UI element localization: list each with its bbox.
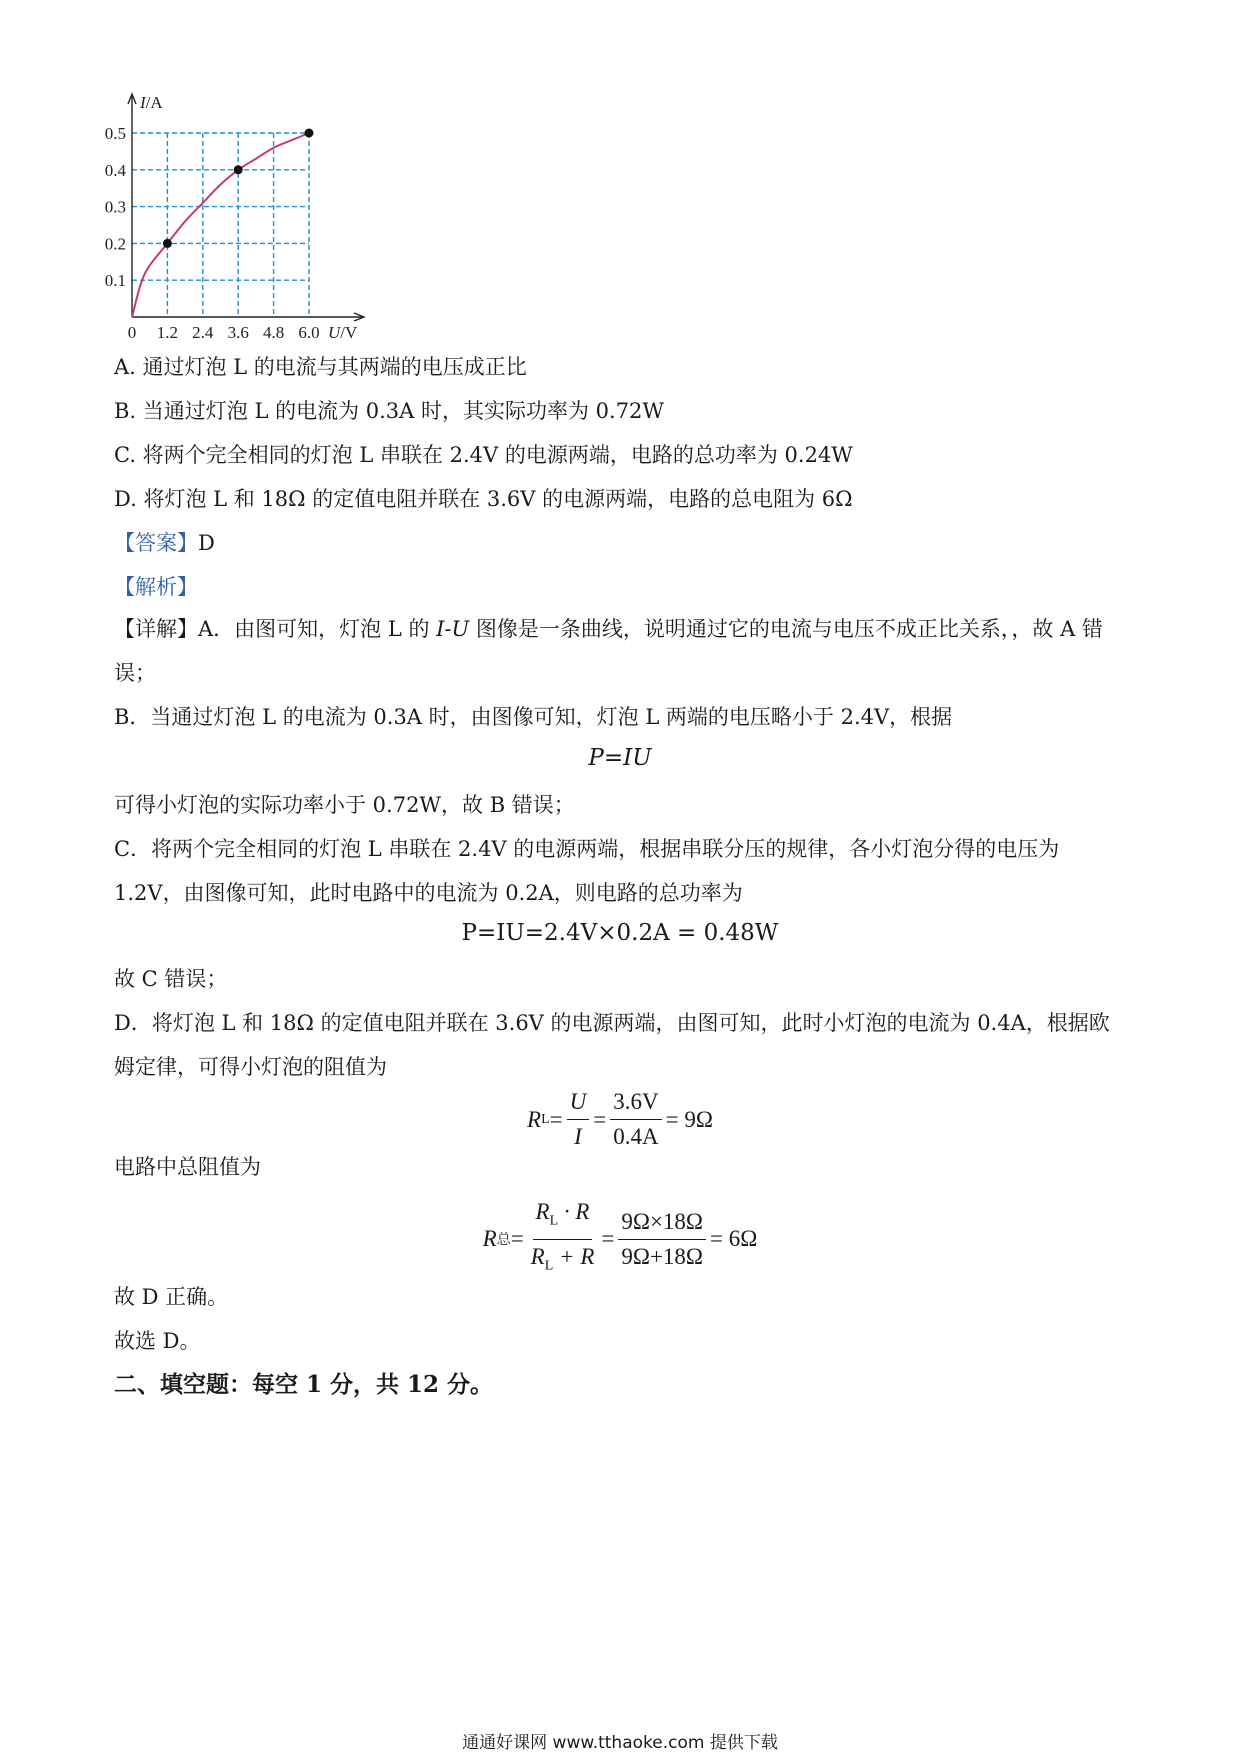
rl-lhs: R bbox=[527, 1106, 542, 1132]
rl-frac1-den: I bbox=[574, 1124, 582, 1149]
y-axis-unit: /A bbox=[145, 93, 163, 112]
x-tick-label-5: 6.0 bbox=[298, 323, 320, 342]
x-axis-label bbox=[328, 323, 358, 342]
rl-frac2-num: 3.6V bbox=[610, 1086, 661, 1120]
detail-b-line1: B．当通过灯泡 L 的电流为 0.3A 时，由图像可知，灯泡 L 两端的电压略小于 2.4V，根据 bbox=[114, 705, 953, 729]
chart-axes bbox=[128, 94, 364, 321]
y-tick-label-2: 0.3 bbox=[104, 197, 126, 217]
rt-lhs-sub: 总 bbox=[496, 1233, 511, 1249]
answer-value: D bbox=[198, 531, 215, 555]
rt-num-a-sub: L bbox=[549, 1213, 559, 1229]
y-tick-label-4: 0.5 bbox=[104, 124, 126, 143]
rl-frac1 bbox=[567, 1086, 590, 1153]
detail-a-iu: I-U bbox=[436, 617, 470, 641]
y-tick-label-3: 0.4 bbox=[104, 160, 126, 180]
detail-a-line1 bbox=[114, 614, 1103, 644]
x-axis-var: U bbox=[328, 323, 341, 342]
x-tick-label-3: 3.6 bbox=[227, 323, 249, 342]
section-2-heading: 二、填空题：每空 1 分，共 12 分。 bbox=[114, 1371, 494, 1398]
iu-curve-0 bbox=[132, 133, 309, 317]
rl-result: = 9Ω bbox=[665, 1106, 713, 1132]
x-tick-label-4: 4.8 bbox=[262, 323, 285, 342]
data-point-1 bbox=[234, 165, 243, 174]
data-point-2 bbox=[305, 129, 314, 138]
x-axis-unit: /V bbox=[340, 323, 358, 342]
detail-conclusion: 故选 D。 bbox=[114, 1329, 201, 1353]
analysis-line bbox=[114, 572, 198, 602]
detail-a-pre: A．由图可知，灯泡 L 的 bbox=[198, 617, 437, 641]
rl-frac2-den: 0.4A bbox=[613, 1124, 659, 1149]
y-tick-label-0: 0.1 bbox=[104, 271, 126, 291]
rt-den-b: + R bbox=[553, 1243, 595, 1269]
formula-rtotal bbox=[0, 1196, 1240, 1282]
rt-frac2-num: 9Ω×18Ω bbox=[618, 1206, 706, 1240]
rt-eq1: = bbox=[510, 1226, 524, 1252]
detail-d-line4: 故 D 正确。 bbox=[114, 1285, 229, 1309]
detail-c-line2: 1.2V，由图像可知，此时电路中的电流为 0.2A，则电路的总功率为 bbox=[114, 881, 743, 905]
chart-labels bbox=[105, 93, 358, 342]
rt-frac2-den: 9Ω+18Ω bbox=[621, 1243, 704, 1269]
rt-frac2 bbox=[618, 1206, 706, 1273]
rt-lhs: R bbox=[482, 1226, 497, 1252]
y-tick-label-1: 0.2 bbox=[104, 234, 126, 254]
detail-a-post: 图像是一条曲线，说明通过它的电流与电压不成正比关系，，故 A 错 bbox=[469, 617, 1103, 641]
rt-den-a: R bbox=[530, 1243, 545, 1269]
option-c: C. 将两个完全相同的灯泡 L 串联在 2.4V 的电源两端，电路的总功率为 0.24W bbox=[114, 443, 853, 467]
rl-frac1-num: U bbox=[567, 1086, 590, 1120]
option-a: A. 通过灯泡 L 的电流与其两端的电压成正比 bbox=[114, 355, 527, 379]
rl-lhs-sub: L bbox=[541, 1111, 550, 1127]
rl-frac2 bbox=[610, 1086, 661, 1153]
formula-b: P=IU bbox=[588, 745, 652, 771]
rt-eq2: = bbox=[601, 1226, 615, 1252]
detail-d-line2: 姆定律，可得小灯泡的阻值为 bbox=[114, 1055, 387, 1079]
formula-rl bbox=[0, 1086, 1240, 1153]
detail-c-line1: C．将两个完全相同的灯泡 L 串联在 2.4V 的电源两端，根据串联分压的规律，各小灯泡分得的电压为 bbox=[114, 837, 1060, 861]
chart-series bbox=[132, 129, 314, 318]
answer-line bbox=[114, 528, 215, 558]
chart-grid bbox=[132, 133, 309, 317]
rt-den-a-sub: L bbox=[544, 1258, 554, 1274]
rt-frac1 bbox=[528, 1196, 598, 1282]
y-axis-var: I bbox=[140, 93, 146, 112]
rt-num-b: · R bbox=[558, 1199, 590, 1224]
formula-c: P=IU=2.4V×0.2A = 0.48W bbox=[461, 920, 779, 946]
answer-tag: 【答案】 bbox=[114, 531, 198, 555]
y-axis-label bbox=[139, 93, 163, 112]
detail-c-line3: 故 C 错误； bbox=[114, 967, 228, 991]
detail-b-line2: 可得小灯泡的实际功率小于 0.72W，故 B 错误； bbox=[114, 793, 575, 817]
detail-a-line2: 误； bbox=[114, 661, 156, 685]
x-tick-label-2: 2.4 bbox=[192, 323, 214, 342]
detail-d-line1: D．将灯泡 L 和 18Ω 的定值电阻并联在 3.6V 的电源两端，由图可知，此时小灯泡的电流为 0.4A，根据欧 bbox=[114, 1011, 1110, 1035]
detail-d-line3: 电路中总阻值为 bbox=[114, 1155, 261, 1179]
footer: 通通好课网 www.tthaoke.com 提供下载 bbox=[462, 1733, 778, 1753]
option-b: B. 当通过灯泡 L 的电流为 0.3A 时，其实际功率为 0.72W bbox=[114, 399, 665, 423]
data-point-0 bbox=[163, 239, 172, 248]
rt-frac1-num bbox=[533, 1196, 593, 1240]
x-tick-label-1: 1.2 bbox=[156, 323, 179, 342]
rt-frac1-den bbox=[528, 1240, 598, 1283]
rl-eq1: = bbox=[549, 1106, 563, 1132]
rt-result: = 6Ω bbox=[710, 1226, 758, 1252]
x-tick-label-0: 0 bbox=[127, 323, 137, 342]
detail-tag: 【详解】 bbox=[114, 617, 198, 641]
rt-num-a: R bbox=[535, 1199, 550, 1224]
rl-eq2: = bbox=[593, 1106, 607, 1132]
iu-chart bbox=[100, 88, 540, 388]
option-d: D. 将灯泡 L 和 18Ω 的定值电阻并联在 3.6V 的电源两端，电路的总电阻为 6Ω bbox=[114, 487, 853, 511]
analysis-tag: 【解析】 bbox=[114, 575, 198, 599]
